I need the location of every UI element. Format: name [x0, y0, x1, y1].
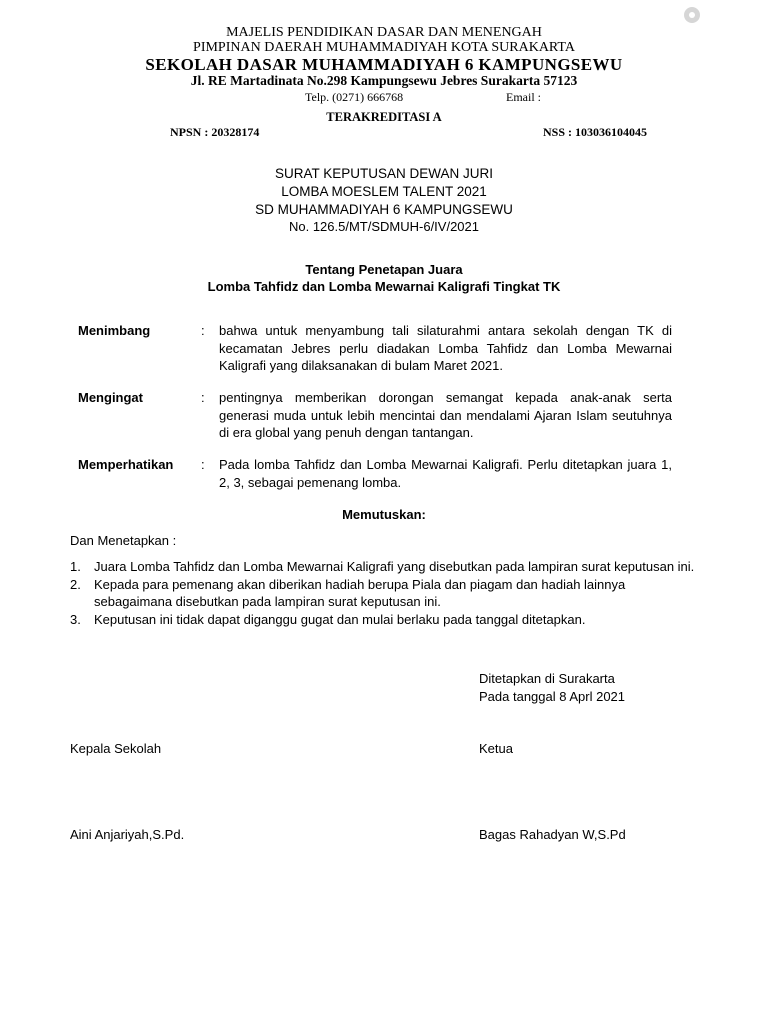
decision-list: [70, 558, 698, 628]
school-title: SD MUHAMMADIYAH 6 KAMPUNGSEWU: [255, 202, 513, 217]
list-item-text: Keputusan ini tidak dapat diganggu gugat dan mulai berlaku pada tanggal ditetapkan.: [94, 611, 586, 627]
document-title: SURAT KEPUTUSAN DEWAN JURI: [274, 166, 494, 181]
consideration-colon: :: [201, 323, 205, 338]
document-number: No. 126.5/MT/SDMUH-6/IV/2021: [288, 219, 480, 234]
list-item-text: Juara Lomba Tahfidz dan Lomba Mewarnai Kaligrafi yang disebutkan pada lampiran surat keputusan ini.: [94, 559, 695, 574]
list-item: [70, 558, 698, 576]
consideration-colon: :: [201, 457, 205, 472]
subject-detail: Lomba Tahfidz dan Lomba Mewarnai Kaligrafi Tingkat TK: [207, 279, 561, 294]
nss-number: NSS : 103036104045: [543, 125, 648, 139]
event-title: LOMBA MOESLEM TALENT 2021: [281, 184, 487, 199]
signatory-name-chairman: Bagas Rahadyan W,S.Pd: [479, 827, 626, 842]
consideration-text: Pada lomba Tahfidz dan Lomba Mewarnai Kaligrafi. Perlu ditetapkan juara 1, 2, 3, sebagai pemenang lomba.: [219, 457, 672, 490]
letterhead-telephone: Telp. (0271) 666768: [305, 90, 404, 104]
signatory-name-headmaster: Aini Anjariyah,S.Pd.: [70, 827, 185, 842]
signatory-role-chairman: Ketua: [479, 741, 513, 756]
list-item-number: 1.: [70, 559, 81, 574]
list-item: [70, 576, 698, 611]
consideration-colon: :: [201, 390, 205, 405]
consideration-text: bahwa untuk menyambung tali silaturahmi antara sekolah dengan TK di kecamatan Jebres perlu diadakan Lomba Tahfidz dan Lomba Mewarnai Kaligrafi yang dilaksanakan di bulam Maret 2021.: [219, 323, 672, 373]
consideration-label: Menimbang: [78, 323, 151, 338]
issued-date: Pada tanggal 8 Aprl 2021: [479, 689, 626, 704]
decision-intro: Dan Menetapkan :: [70, 533, 177, 548]
page-corner-icon: [684, 7, 700, 23]
list-item-number: 3.: [70, 611, 81, 627]
consideration-label: Mengingat: [78, 390, 143, 405]
letterhead-school-name: SEKOLAH DASAR MUHAMMADIYAH 6 KAMPUNGSEWU: [145, 55, 623, 74]
letterhead-email: Email :: [506, 90, 541, 104]
signatory-role-headmaster: Kepala Sekolah: [70, 741, 162, 756]
subject-heading: Tentang Penetapan Juara: [305, 262, 463, 277]
letterhead-regional: PIMPINAN DAERAH MUHAMMADIYAH KOTA SURAKARTA: [193, 40, 575, 55]
list-item-number: 2.: [70, 576, 81, 592]
decision-heading: Memutuskan:: [342, 507, 426, 522]
npsn-number: NPSN : 20328174: [170, 125, 260, 139]
accreditation: TERAKREDITASI A: [326, 110, 442, 124]
letterhead-address: Jl. RE Martadinata No.298 Kampungsewu Jebres Surakarta 57123: [190, 73, 578, 88]
issued-place: Ditetapkan di Surakarta: [479, 671, 615, 686]
list-item: [70, 611, 698, 629]
letterhead-council: MAJELIS PENDIDIKAN DASAR DAN MENENGAH: [226, 25, 542, 40]
consideration-label: Memperhatikan: [78, 457, 174, 472]
consideration-text: pentingnya memberikan dorongan semangat kepada anak-anak serta generasi muda untuk lebih mencintai dan mendalami Ajaran Islam seutuhnya di era global yang penuh dengan tantangan.: [219, 390, 672, 440]
list-item-text: Kepada para pemenang akan diberikan hadiah berupa Piala dan piagam dan hadiah lainnya sebagaimana disebutkan pada lampiran surat keputusan ini.: [94, 576, 626, 609]
